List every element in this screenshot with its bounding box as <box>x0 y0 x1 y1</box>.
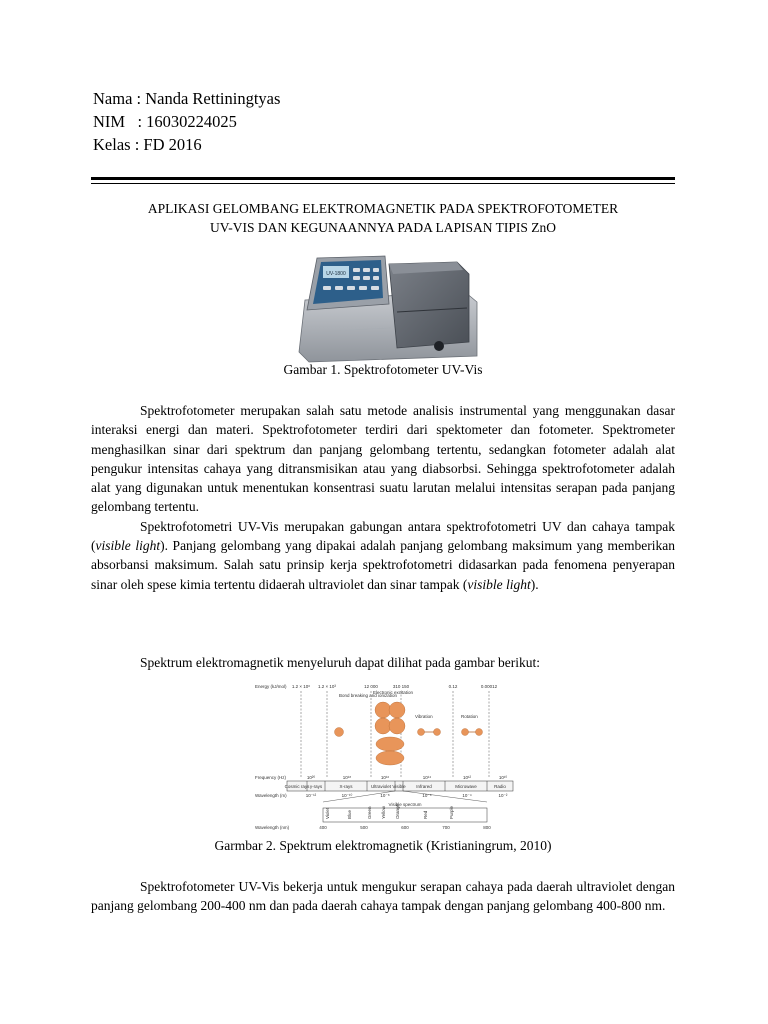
color-label: Purple <box>449 805 454 819</box>
energy-value: 12 000 <box>364 684 378 689</box>
energy-value: 0.12 <box>448 684 458 689</box>
body-paragraphs <box>91 401 675 594</box>
energy-value: 1.2 × 10⁶ <box>291 684 311 689</box>
paragraph-2-italic-a: visible light <box>95 538 161 554</box>
document-title <box>91 199 675 237</box>
region-label: Ultraviolet <box>370 784 392 789</box>
color-label: Green <box>367 806 372 819</box>
wavelength-value: 10⁻⁴ <box>462 793 472 798</box>
process-label: Rotation <box>461 714 478 719</box>
visible-spectrum-label: Visible spectrum <box>388 802 422 807</box>
visible-wavelength-value: 800 <box>483 825 491 830</box>
paragraph-2 <box>91 517 675 594</box>
region-label: Infrared <box>416 784 432 789</box>
wavelength-value: 10⁻¹⁰ <box>341 793 353 798</box>
region-label: Cosmic rays <box>284 784 310 789</box>
process-label: Bond breaking and ionization <box>339 693 398 698</box>
paragraph-2-text-b: ). Panjang gelombang yang dipakai adalah panjang gelombang maksimum yang memberikan absorbansi maksimum. Salah satu prinsip kerja spektrofotometri didasarkan pada fenomena penyerapan sinar oleh spese kimia tertentu didaerah ultraviolet dan sinar tampak ( <box>91 538 675 592</box>
region-label: Visible <box>392 784 406 789</box>
visible-wavelength-label: Wavelength (nm) <box>255 825 290 830</box>
wavelength-axis-label: Wavelength (m) <box>255 793 287 798</box>
spectrophotometer-image <box>297 252 479 364</box>
visible-wavelength-value: 700 <box>442 825 450 830</box>
wavelength-value: 10⁻¹² <box>305 793 317 798</box>
color-label: Red <box>423 810 428 819</box>
region-label: Radio <box>494 784 506 789</box>
paragraph-2-text-a: Spektrofotometri UV-Vis merupakan gabungan antara spektrofotometri UV dan cahaya tampak ( <box>91 518 675 554</box>
frequency-value: 10²⁰ <box>306 775 316 780</box>
frequency-value: 10¹² <box>462 775 472 780</box>
frequency-value: 10¹⁸ <box>342 775 352 780</box>
region-label: γ-rays <box>309 784 323 789</box>
paragraph-2-text-c: ). <box>530 576 539 592</box>
figure1-caption: Gambar 1. Spektrofotometer UV-Vis <box>283 362 483 377</box>
energy-axis-label: Energy (kJ/mol) <box>255 684 287 689</box>
wavelength-value: 10⁻² <box>498 793 508 798</box>
student-nim: NIM : 16030224025 <box>93 112 237 131</box>
wavelength-value: 10⁻⁶ <box>422 793 432 798</box>
wavelength-value: 10⁻⁸ <box>380 793 390 798</box>
frequency-value: 10¹⁴ <box>422 775 432 780</box>
student-name: Nama : Nanda Rettiningtyas <box>93 89 281 108</box>
visible-wavelength-value: 500 <box>360 825 368 830</box>
paragraph-2-italic-b: visible light <box>467 576 531 592</box>
paragraph-4-block <box>91 877 675 916</box>
frequency-value: 10¹⁰ <box>498 775 508 780</box>
paragraph-3: Spektrum elektromagnetik menyeluruh dapat dilihat pada gambar berikut: <box>140 655 541 670</box>
paragraph-3-block <box>91 653 675 672</box>
header-rule-thin <box>91 183 675 184</box>
process-label: Vibration <box>415 714 433 719</box>
frequency-axis-label: Frequency (Hz) <box>255 775 287 780</box>
color-label: Violet <box>325 807 330 819</box>
paragraph-4: Spektrofotometer UV-Vis bekerja untuk mengukur serapan cahaya pada daerah ultraviolet dengan panjang gelombang 200-400 nm dan pada daerah cahaya tampak dengan panjang gelombang 400-800 nm. <box>91 879 675 914</box>
region-label: Microwave <box>455 784 477 789</box>
color-label: Yellow <box>381 806 386 819</box>
display-text: UV-1800 <box>326 271 346 277</box>
title-line-1: APLIKASI GELOMBANG ELEKTROMAGNETIK PADA SPEKTROFOTOMETER <box>147 201 619 216</box>
title-line-2: UV-VIS DAN KEGUNAANNYA PADA LAPISAN TIPIS ZnO <box>209 220 557 235</box>
region-label: X-rays <box>339 784 353 789</box>
header-rule-thick <box>91 177 675 180</box>
paragraph-1: Spektrofotometer merupakan salah satu metode analisis instrumental yang menggunakan dasar interaksi energi dan materi. Spektrofotometer terdiri dari spektometer dan fotometer. Spektrometer menghasilkan sinar dari spektrum dan panjang gelombang tertentu, sedangkan fotometer adalah alat pengukur intensitas cahaya yang ditransmisikan atau yang diabsorbsi. Sehingga spektrofotometer adalah alat yang digunakan untuk menentukan konsentrasi suatu larutan melalui intensitas serapan pada panjang gelombang tertentu. <box>91 403 675 515</box>
energy-value: 310 150 <box>392 684 410 689</box>
visible-wavelength-value: 400 <box>319 825 327 830</box>
visible-wavelength-value: 600 <box>401 825 409 830</box>
em-spectrum-diagram <box>247 680 519 832</box>
student-info <box>93 87 280 156</box>
color-label: Blue <box>347 809 352 819</box>
frequency-value: 10¹⁶ <box>380 775 390 780</box>
energy-value: 0.00012 <box>480 684 498 689</box>
spectrum-regions <box>285 784 507 789</box>
energy-value: 1.2 × 10³ <box>318 684 336 689</box>
process-label: Electronic excitation <box>373 690 414 695</box>
student-class: Kelas : FD 2016 <box>93 135 202 154</box>
color-label: Orange <box>395 803 400 819</box>
figure2-caption: Garmbar 2. Spektrum elektromagnetik (Kristianingrum, 2010) <box>214 838 552 853</box>
